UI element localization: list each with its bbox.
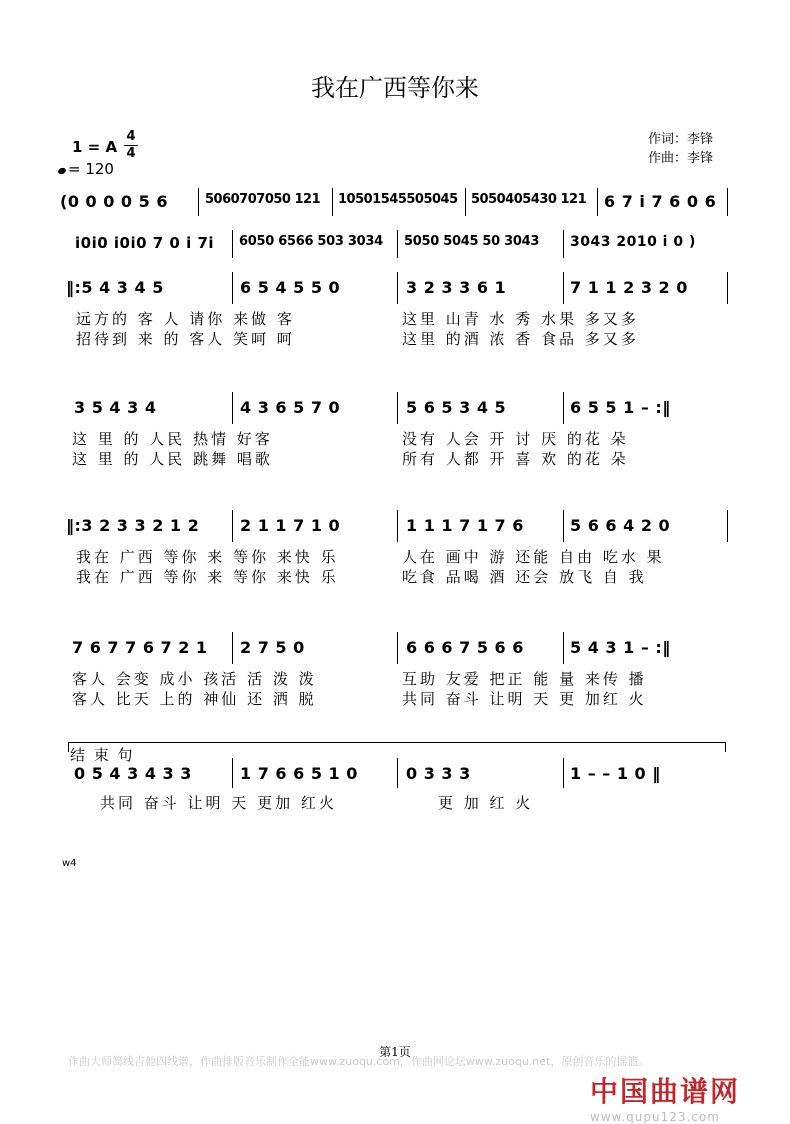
lyric-line-1a: 客人 会变 成小 孩活 活 泼 泼 (72, 670, 317, 688)
site-logo (590, 1070, 740, 1124)
bar-line (232, 230, 233, 258)
measure: 5 6 5 3 4 5 (406, 398, 507, 417)
logo-url: www.qupu123.com (590, 1110, 720, 1124)
bar-line (727, 272, 728, 304)
lyric-line-2a: 我在 广西 等你 来 等你 来快 乐 (76, 568, 339, 586)
measure: 2 7 5 0 (240, 638, 305, 657)
small-mark: w4 (62, 858, 77, 869)
bar-line (397, 272, 398, 304)
measure: 4 3 6 5 7 0 (240, 398, 341, 417)
measure: 6 5 4 5 5 0 (240, 278, 341, 297)
measure: 6 7 i 7 6 0 6 (604, 192, 717, 211)
lyricist-credit: 作词：李锋 (648, 132, 714, 147)
tempo-value: = 120 (68, 160, 114, 178)
lyric-line-2a: 招待到 来 的 客人 笑呵 呵 (76, 330, 295, 348)
lyric-line-2a: 客人 比天 上的 神仙 还 洒 脱 (72, 690, 317, 708)
bar-line (232, 510, 233, 542)
lyric-line-2a: 这 里 的 人民 跳舞 唱歌 (72, 450, 273, 468)
measure: 7 1 1 2 3 2 0 (570, 278, 688, 297)
measure: 5 4 3 1 – :‖ (570, 638, 671, 657)
time-signature-bottom: 4 (126, 146, 136, 161)
bar-line (232, 758, 233, 788)
tempo-marking (58, 160, 114, 178)
time-signature-top: 4 (126, 129, 136, 144)
bar-line (563, 632, 564, 664)
ending-bracket-right (725, 742, 726, 752)
bar-line (397, 632, 398, 664)
measure: 0 3 3 3 (406, 764, 471, 783)
bar-line (332, 188, 333, 216)
bar-line (397, 510, 398, 542)
bar-line (563, 230, 564, 258)
bar-line (727, 510, 728, 542)
watermark-text: 作曲大师简线吉他四线谱，作曲排版音乐制作全能www.zuoqu.com，作曲网论坛www.zuoqu.net，原创音乐的摇篮。 (68, 1055, 650, 1068)
lyric-line-2b: 吃食 品喝 酒 还会 放飞 自 我 (402, 568, 647, 586)
lyric-line-ending-a: 共同 奋斗 让明 天 更加 红火 (100, 794, 337, 812)
lyric-line-1a: 这 里 的 人民 热情 好客 (72, 430, 273, 448)
measure: 5060707050 121 (205, 192, 321, 207)
bar-line (563, 510, 564, 542)
lyric-line-2b: 所有 人都 开 喜 欢 的花 朵 (402, 450, 629, 468)
measure: 1 – – 1 0 ‖ (570, 764, 661, 783)
logo-text: 中国曲谱网 (590, 1075, 741, 1108)
measure: 1 1 1 7 1 7 6 (406, 516, 524, 535)
bar-line (563, 272, 564, 304)
bar-line (563, 392, 564, 424)
page-title: 我在广西等你来 (311, 74, 479, 102)
measure: ‖:5 4 3 4 5 (66, 278, 164, 297)
bar-line (397, 230, 398, 258)
bar-line (397, 392, 398, 424)
lyric-line-1b: 互助 友爱 把正 能 量 来传 播 (402, 670, 647, 688)
time-signature (124, 130, 138, 161)
bar-line (198, 188, 199, 216)
lyric-line-1b: 这里 山青 水 秀 水果 多又多 (402, 310, 639, 328)
measure: i0i0 i0i0 7 0 i 7i (75, 234, 215, 252)
ending-bracket (68, 742, 725, 743)
measure: 7 6 7 7 6 7 2 1 (72, 638, 208, 657)
bar-line (727, 188, 728, 216)
measure: (0 0 0 0 5 6 (60, 192, 168, 211)
ending-label: 结 束 句 (70, 746, 135, 764)
measure: 3043 2010 i 0 ) (570, 234, 696, 250)
bar-line (597, 188, 598, 216)
measure: 6050 6566 503 3034 (239, 234, 383, 249)
measure: 6 6 6 7 5 6 6 (406, 638, 524, 657)
lyric-line-1b: 没有 人会 开 讨 厌 的花 朵 (402, 430, 629, 448)
bar-line (465, 188, 466, 216)
measure: 6 5 5 1 – :‖ (570, 398, 671, 417)
measure: 3 5 4 3 4 (74, 398, 157, 417)
lyric-line-1a: 我在 广西 等你 来 等你 来快 乐 (76, 548, 339, 566)
measure: ‖:3 2 3 3 2 1 2 (66, 516, 200, 535)
measure: 5 6 6 4 2 0 (570, 516, 671, 535)
bar-line (232, 272, 233, 304)
lyric-line-1b: 人在 画中 游 还能 自由 吃水 果 (402, 548, 665, 566)
measure: 5050405430 121 (471, 192, 587, 207)
key-signature: 1 = A (72, 138, 118, 156)
quarter-note-icon (57, 167, 67, 175)
bar-line (397, 758, 398, 788)
page-number: 第1页 (379, 1045, 411, 1059)
lyric-line-2b: 这里 的酒 浓 香 食品 多又多 (402, 330, 639, 348)
bar-line (232, 632, 233, 664)
lyric-line-1a: 远方的 客 人 请你 来做 客 (76, 310, 295, 328)
measure: 5050 5045 50 3043 (404, 234, 540, 249)
lyric-line-ending-b: 更 加 红 火 (438, 794, 534, 812)
measure: 3 2 3 3 6 1 (406, 278, 507, 297)
bar-line (232, 392, 233, 424)
lyric-line-2b: 共同 奋斗 让明 天 更 加红 火 (402, 690, 647, 708)
measure: 2 1 1 7 1 0 (240, 516, 341, 535)
measure: 10501545505045 (338, 192, 458, 207)
composer-credit: 作曲：李锋 (648, 151, 714, 166)
bar-line (563, 758, 564, 788)
measure: 0 5 4 3 4 3 3 (74, 764, 192, 783)
measure: 1 7 6 6 5 1 0 (240, 764, 358, 783)
ending-bracket-left (68, 742, 69, 752)
